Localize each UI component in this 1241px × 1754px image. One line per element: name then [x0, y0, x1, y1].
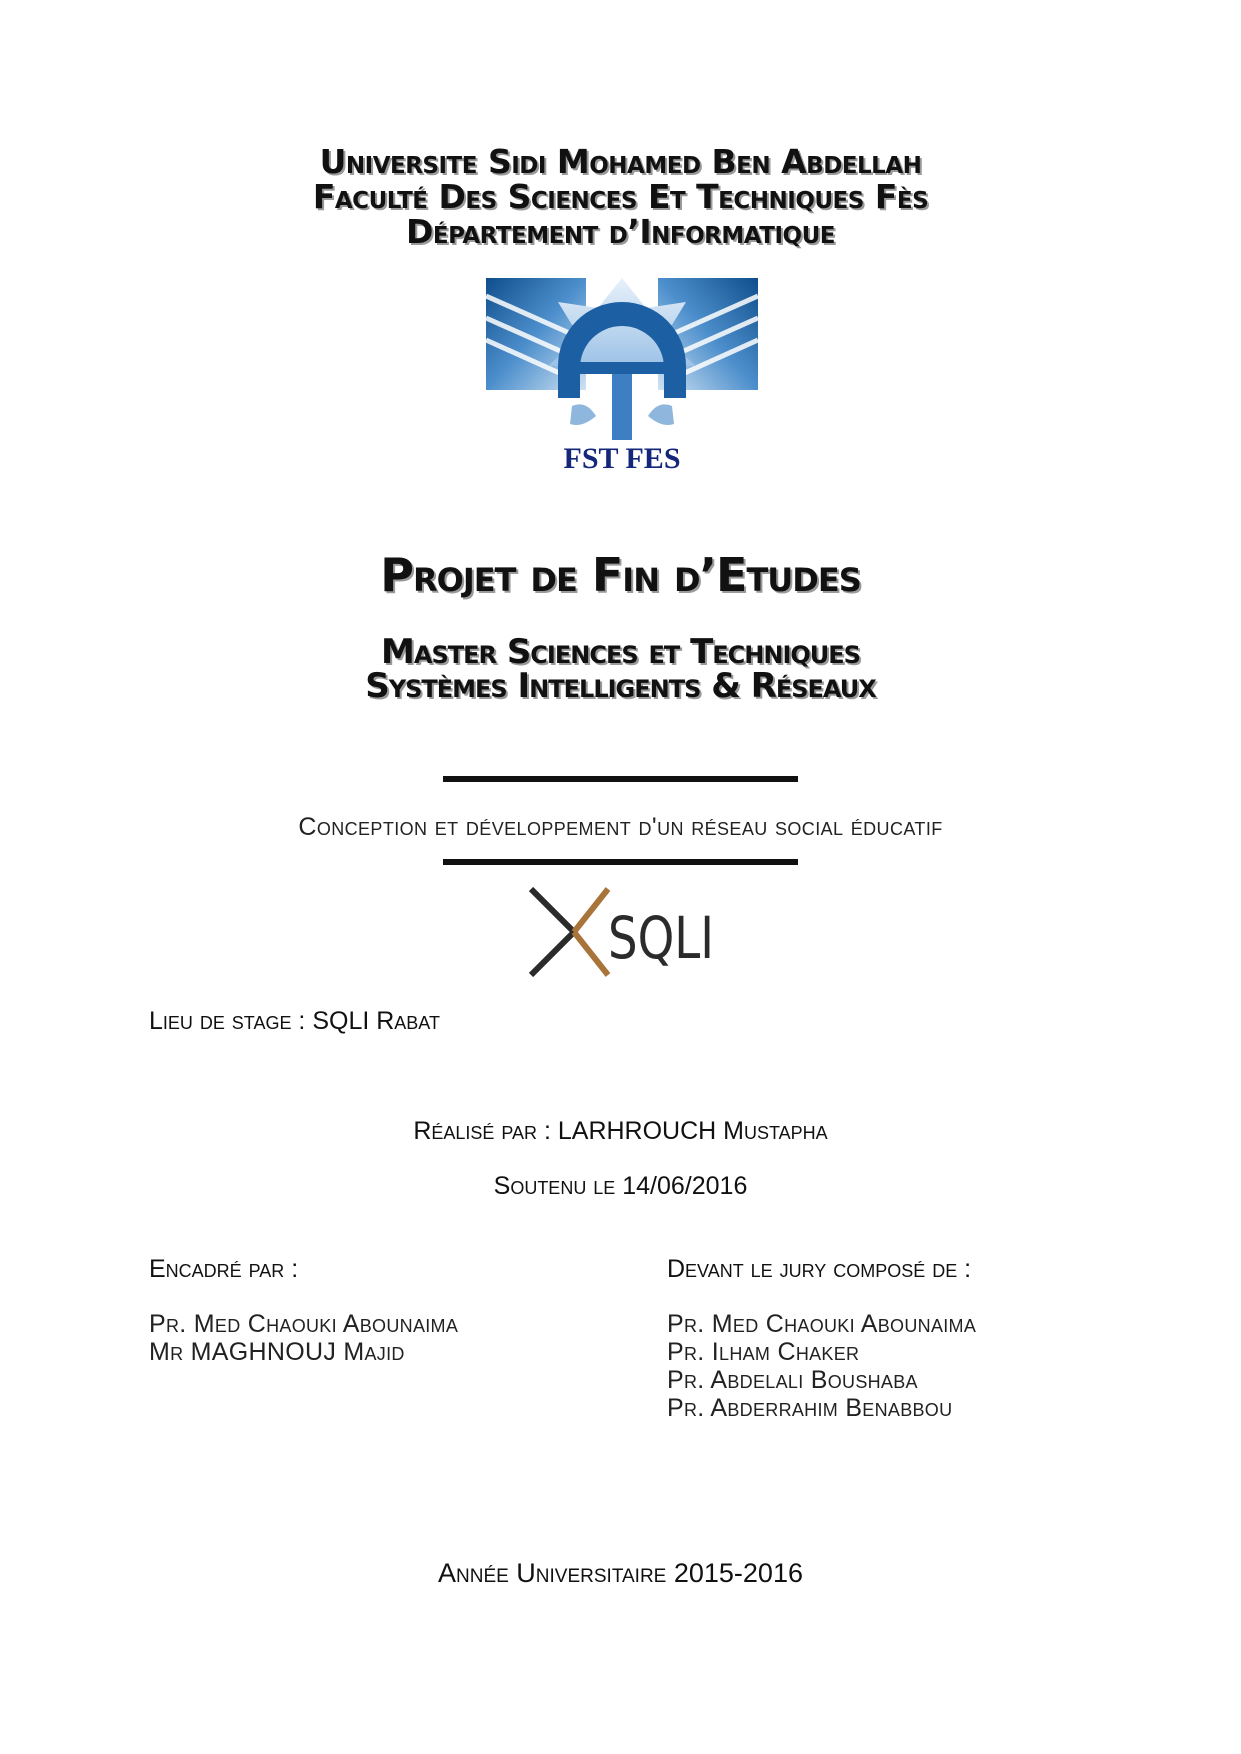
project-title: Projet de Fin d’Etudes [380, 548, 861, 602]
supervisors-heading: Encadré par : [149, 1255, 299, 1283]
supervisor-name: Mr MAGHNOUJ Majid [149, 1338, 405, 1366]
university-name: Universite Sidi Mohamed Ben Abdellah [319, 142, 922, 181]
jury-member-name: Pr. Med Chaouki Abounaima [667, 1310, 977, 1338]
faculty-name: Faculté Des Sciences Et Techniques Fès [312, 177, 929, 216]
supervisor-name: Pr. Med Chaouki Abounaima [149, 1310, 459, 1338]
jury-member-name: Pr. Abdelali Boushaba [667, 1366, 918, 1394]
sqli-logo [528, 886, 718, 978]
fst-logo-text: FST FES [563, 442, 681, 475]
fst-fes-logo [486, 278, 758, 474]
author-line: Réalisé par : LARHROUCH Mustapha [413, 1117, 828, 1145]
bottom-divider [443, 859, 798, 865]
academic-year: Année Universitaire 2015-2016 [438, 1558, 803, 1588]
sqli-logo-text: SQLI [608, 904, 714, 972]
jury-heading: Devant le jury composé de : [667, 1255, 972, 1283]
thesis-subject: Conception et développement d'un réseau social éducatif [298, 813, 943, 841]
top-divider [443, 776, 798, 782]
defense-date: Soutenu le 14/06/2016 [493, 1172, 748, 1200]
internship-place: Lieu de stage : SQLI Rabat [149, 1007, 440, 1035]
master-line-1: Master Sciences et Techniques [381, 632, 860, 672]
jury-member-name: Pr. Ilham Chaker [667, 1338, 860, 1366]
jury-list [667, 1310, 976, 1422]
jury-member-name: Pr. Abderrahim Benabbou [667, 1394, 953, 1422]
master-line-2: Systèmes Intelligents & Réseaux [365, 666, 876, 706]
supervisors-list [149, 1310, 458, 1366]
department-name: Département d’Informatique [406, 212, 835, 251]
